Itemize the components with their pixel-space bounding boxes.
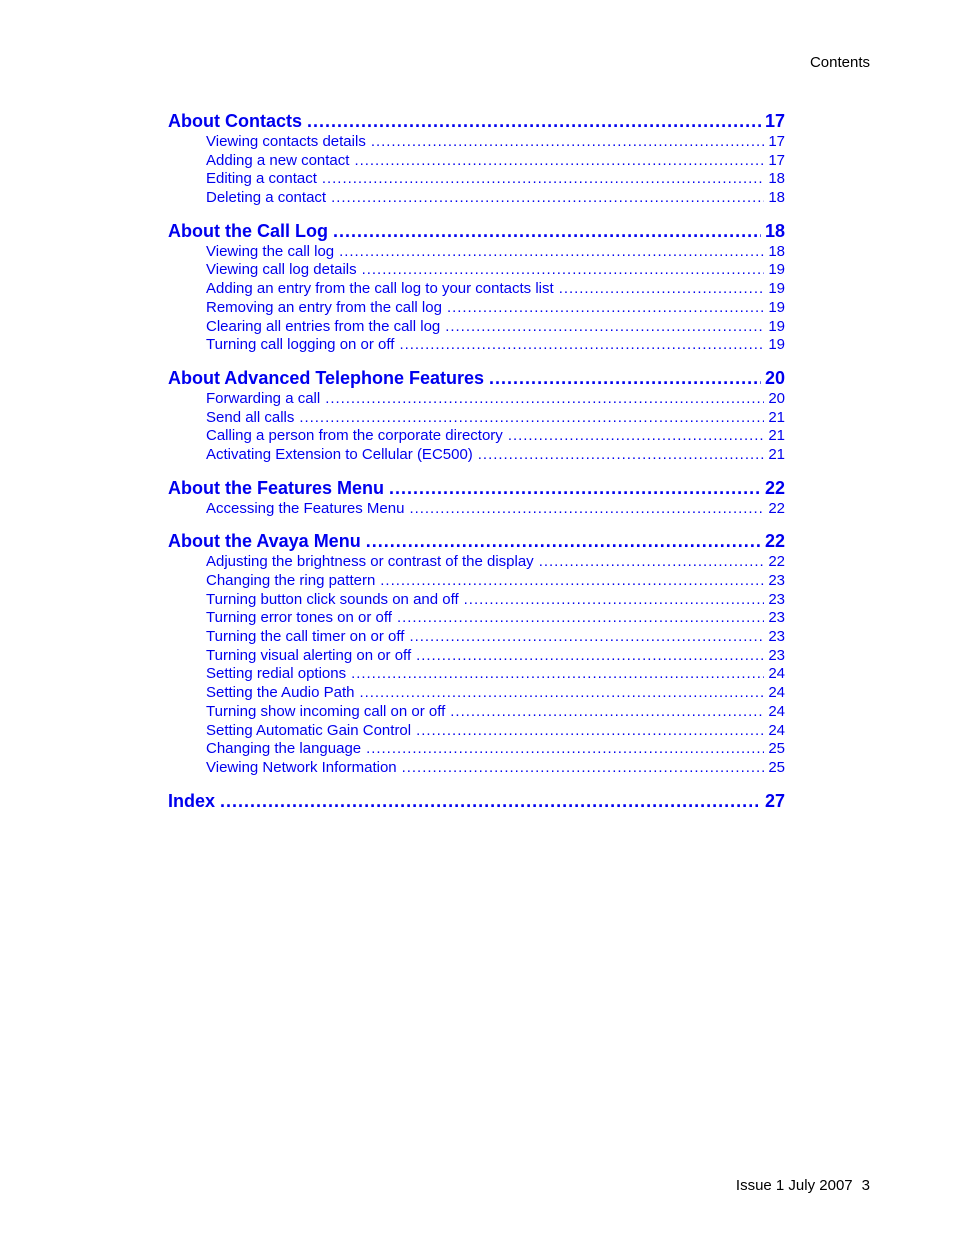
toc-subentry[interactable]	[168, 684, 785, 703]
toc-subentry[interactable]	[168, 591, 785, 610]
toc-subentry-page: 23	[768, 572, 785, 589]
toc-subentry-page: 19	[768, 336, 785, 354]
toc-subentry[interactable]	[168, 628, 785, 647]
toc-subentry-page: 19	[768, 317, 785, 335]
table-of-contents	[168, 110, 785, 825]
toc-subentry-title: Adding an entry from the call log to your contacts list	[206, 280, 554, 298]
toc-subentry-page: 21	[768, 427, 785, 445]
toc-subentry[interactable]	[168, 759, 785, 778]
dot-leader	[362, 261, 765, 280]
toc-subentry-title: Accessing the Features Menu	[206, 499, 405, 517]
dot-leader	[409, 628, 764, 647]
toc-subentry-title: Changing the ring pattern	[206, 572, 376, 589]
toc-section-about-the-call-log	[168, 220, 785, 355]
toc-subentry-page: 19	[768, 280, 785, 298]
toc-subentry-title: Viewing the call log	[206, 242, 335, 260]
toc-entry-about-the-features-menu[interactable]	[168, 477, 785, 500]
toc-section-about-contacts	[168, 110, 785, 208]
toc-subentry[interactable]	[168, 390, 785, 409]
toc-subentry-page: 24	[768, 684, 785, 702]
dot-leader	[464, 591, 765, 610]
toc-subentry-page: 17	[768, 133, 785, 150]
dot-leader	[508, 427, 765, 446]
dot-leader	[339, 243, 764, 262]
toc-subentry[interactable]	[168, 409, 785, 428]
toc-subentry-title: Clearing all entries from the call log	[206, 317, 441, 335]
toc-subentry[interactable]	[168, 647, 785, 666]
toc-entry-title: About the Avaya Menu	[168, 531, 361, 552]
toc-subentry-title: Changing the language	[206, 740, 362, 758]
toc-subentry[interactable]	[168, 740, 785, 759]
running-head: Contents	[809, 54, 870, 71]
issue-date: Issue 1 July 2007	[735, 1177, 853, 1194]
dot-leader	[380, 572, 764, 591]
dot-leader	[366, 530, 761, 553]
dot-leader	[447, 299, 764, 318]
toc-subentry-title: Turning the call timer on or off	[206, 628, 405, 646]
toc-subentry[interactable]	[168, 703, 785, 722]
toc-subentry[interactable]	[168, 299, 785, 318]
toc-subentry[interactable]	[168, 446, 785, 465]
toc-subentry[interactable]	[168, 500, 785, 519]
toc-subentry-title: Setting the Audio Path	[206, 684, 355, 702]
toc-subentry-page: 25	[768, 758, 785, 776]
toc-subentry-page: 24	[768, 702, 785, 720]
toc-subentry-page: 19	[768, 298, 785, 316]
toc-subentry-title: Removing an entry from the call log	[206, 298, 442, 316]
toc-subentry[interactable]	[168, 133, 785, 152]
dot-leader	[351, 665, 764, 684]
toc-subentry-page: 21	[768, 445, 785, 463]
toc-entry-page: 22	[764, 531, 785, 552]
toc-entry-about-contacts[interactable]	[168, 110, 785, 133]
toc-section-about-the-avaya-menu	[168, 530, 785, 777]
toc-subentry-page: 19	[768, 261, 785, 279]
toc-subentry-title: Turning call logging on or off	[206, 336, 395, 354]
toc-subentry-title: Setting redial options	[206, 665, 347, 683]
toc-subentry-page: 23	[768, 609, 785, 627]
toc-entry-page: 27	[764, 790, 785, 811]
toc-subentry-page: 17	[768, 151, 785, 169]
dot-leader	[445, 318, 764, 337]
dot-leader	[220, 790, 761, 813]
toc-subentry-page: 18	[768, 170, 785, 188]
toc-entry-title: About Advanced Telephone Features	[168, 367, 485, 388]
toc-subentry[interactable]	[168, 170, 785, 189]
toc-subentry-title: Viewing Network Information	[206, 758, 397, 776]
toc-subentry-title: Turning show incoming call on or off	[206, 702, 446, 720]
dot-leader	[325, 390, 764, 409]
toc-entry-index[interactable]	[168, 790, 785, 813]
toc-subentry-page: 18	[768, 242, 785, 260]
toc-entry-title: About the Features Menu	[168, 477, 385, 498]
dot-leader	[416, 647, 764, 666]
toc-subentry-title: Adding a new contact	[206, 151, 350, 169]
dot-leader	[299, 409, 764, 428]
toc-subentry-title: Calling a person from the corporate directory	[206, 427, 503, 445]
toc-subentry-page: 24	[768, 721, 785, 739]
toc-entry-page: 20	[764, 367, 785, 388]
dot-leader	[389, 477, 761, 500]
toc-subentry-title: Deleting a contact	[206, 189, 327, 207]
toc-subentry-title: Adjusting the brightness or contrast of the display	[206, 553, 534, 571]
toc-subentry[interactable]	[168, 243, 785, 262]
toc-subentry-page: 23	[768, 646, 785, 664]
toc-subentry-page: 22	[768, 553, 785, 571]
toc-subentry-title: Setting Automatic Gain Control	[206, 721, 412, 739]
toc-subentry-page: 24	[768, 665, 785, 683]
dot-leader	[450, 703, 764, 722]
dot-leader	[416, 722, 764, 741]
toc-subentry[interactable]	[168, 722, 785, 741]
toc-subentry-title: Viewing call log details	[206, 261, 357, 279]
dot-leader	[359, 684, 764, 703]
dot-leader	[366, 740, 764, 759]
toc-subentry[interactable]	[168, 318, 785, 337]
toc-subentry[interactable]	[168, 261, 785, 280]
toc-entry-title: About Contacts	[168, 111, 302, 131]
toc-subentry[interactable]	[168, 609, 785, 628]
toc-entry-about-advanced-telephone-features[interactable]	[168, 367, 785, 390]
toc-entry-title: Index	[168, 790, 216, 811]
toc-subentry[interactable]	[168, 152, 785, 171]
toc-subentry-title: Viewing contacts details	[206, 133, 366, 150]
dot-leader	[539, 553, 765, 572]
dot-leader	[402, 759, 765, 778]
toc-entry-page: 17	[764, 111, 785, 131]
dot-leader	[333, 220, 761, 243]
dot-leader	[409, 500, 764, 519]
toc-subentry-title: Editing a contact	[206, 170, 317, 188]
toc-subentry[interactable]	[168, 553, 785, 572]
toc-subentry-title: Turning button click sounds on and off	[206, 590, 459, 608]
toc-subentry[interactable]	[168, 665, 785, 684]
toc-subentry-title: Forwarding a call	[206, 389, 321, 407]
toc-subentry[interactable]	[168, 427, 785, 446]
dot-leader	[354, 152, 764, 171]
toc-entry-title: About the Call Log	[168, 220, 328, 241]
dot-leader	[331, 189, 764, 208]
toc-entry-page: 18	[764, 220, 785, 241]
toc-subentry-page: 18	[768, 189, 785, 207]
toc-subentry[interactable]	[168, 189, 785, 208]
toc-entry-page: 22	[764, 477, 785, 498]
toc-subentry-page: 21	[768, 408, 785, 426]
toc-section-about-the-features-menu	[168, 477, 785, 519]
toc-subentry-title: Activating Extension to Cellular (EC500)	[206, 445, 473, 463]
dot-leader	[397, 609, 764, 628]
toc-subentry-title: Send all calls	[206, 408, 295, 426]
toc-subentry-title: Turning error tones on or off	[206, 609, 392, 627]
page-footer	[736, 1177, 870, 1194]
toc-subentry-page: 20	[768, 389, 785, 407]
toc-subentry-title: Turning visual alerting on or off	[206, 646, 412, 664]
toc-entry-about-the-call-log[interactable]	[168, 220, 785, 243]
toc-entry-about-the-avaya-menu[interactable]	[168, 530, 785, 553]
page-number: 3	[861, 1177, 870, 1194]
dot-leader	[371, 133, 764, 152]
toc-section-about-advanced-telephone-features	[168, 367, 785, 465]
toc-subentry[interactable]	[168, 336, 785, 355]
toc-subentry-page: 25	[768, 740, 785, 758]
toc-subentry[interactable]	[168, 280, 785, 299]
dot-leader	[478, 446, 765, 465]
toc-section-index	[168, 790, 785, 813]
dot-leader	[559, 280, 765, 299]
toc-subentry-page: 23	[768, 590, 785, 608]
dot-leader	[307, 110, 761, 133]
dot-leader	[399, 336, 764, 355]
toc-subentry-page: 22	[768, 499, 785, 517]
dot-leader	[322, 170, 764, 189]
dot-leader	[489, 367, 761, 390]
toc-subentry-page: 23	[768, 628, 785, 646]
toc-subentry[interactable]	[168, 572, 785, 591]
